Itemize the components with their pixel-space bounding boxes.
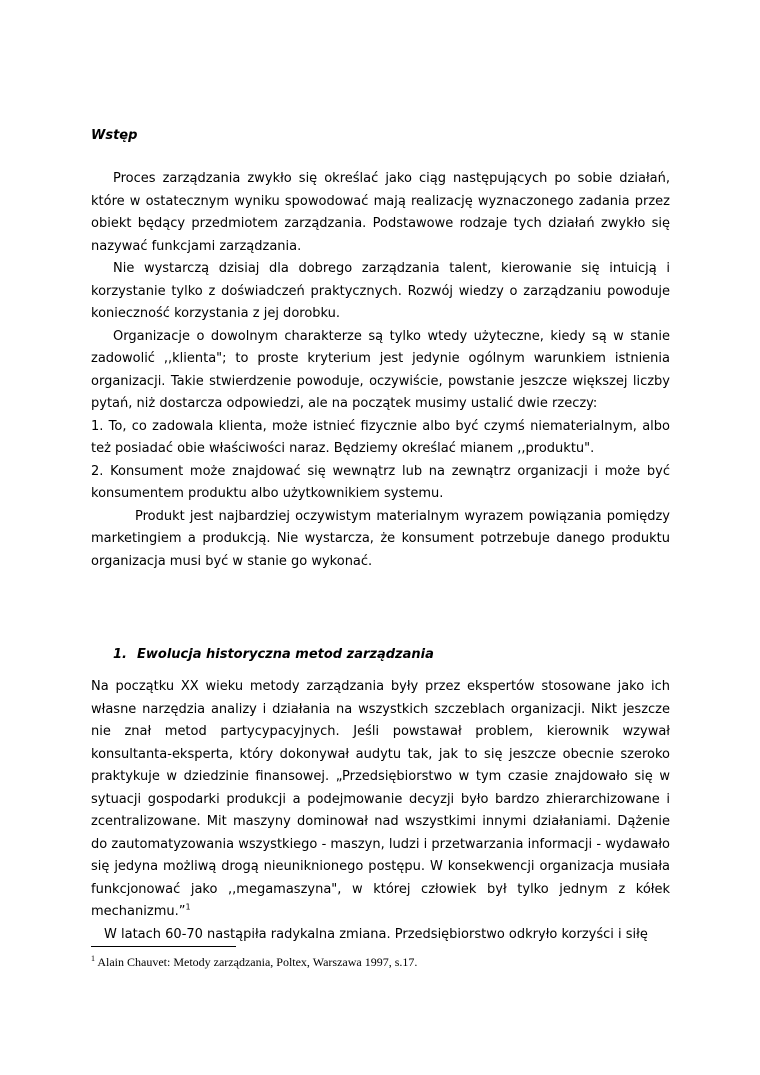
section-heading — [113, 647, 434, 662]
intro-list-item: 2. Konsument może znajdować się wewnątrz lub na zewnątrz organizacji i może być konsumentem produktu albo użytkownikiem systemu. — [91, 463, 670, 501]
section-paragraph-text: Na początku XX wieku metody zarządzania były przez ekspertów stosowane jako ich własne narzędzia analizy i działania na wszystkich szczeblach organizacji. Nikt jeszcze nie znał metod partycypacyjnych. Jeśli powstawał problem, kierownik wzywał konsultanta-eksperta, który dokonywał audytu tak, jak to się jeszcze obecnie szeroko praktykuje w dziedzinie finansowej. „Przedsiębiorstwo w tym czasie znajdowało się w sytuacji gospodarki produkcji a podejmowanie decyzji było bardzo zhierarchizowane i zcentralizowane. Mit maszyny dominował nad wszystkimi innymi działaniami. Dążenie do zautomatyzowania wszystkiego - maszyn, ludzi i przetwarzania informacji - wydawało się jedyna możliwą drogą nieuniknionego postępu. W konsekwencji organizacja musiała funkcjonować jako ,,megamaszyna", w której człowiek był tylko jednym z kółek mechanizmu.” — [91, 679, 670, 919]
intro-list-item: 1. To, co zadowala klienta, może istnieć fizycznie albo być czymś niematerialnym, albo też posiadać obie właściwości naraz. Będziemy określać mianem ,,produktu". — [91, 418, 670, 456]
intro-paragraph: Produkt jest najbardziej oczywistym materialnym wyrazem powiązania pomiędzy marketingiem a produkcją. Nie wystarcza, że konsument potrzebuje danego produktu organizacja musi być w stanie go wykonać. — [91, 508, 670, 569]
intro-heading: Wstęp — [91, 128, 138, 143]
intro-paragraph: Organizacje o dowolnym charakterze są tylko wtedy użyteczne, kiedy są w stanie zadowolić ,,klienta"; to proste kryterium jest jedynie ogólnym warunkiem istnienia organizacji. Takie stwierdzenie powoduje, oczywiście, powstanie jeszcze większej liczby pytań, niż dostarcza odpowiedzi, ale na początek musimy ustalić dwie rzeczy: — [91, 328, 670, 411]
section-paragraph: W latach 60-70 nastąpiła radykalna zmiana. Przedsiębiorstwo odkryło korzyści i siłę — [104, 926, 648, 942]
section-paragraph — [91, 676, 670, 924]
footnote — [91, 955, 417, 970]
intro-paragraph: Proces zarządzania zwykło się określać jako ciąg następujących po sobie działań, które w ostatecznym wyniku spowodować mają realizację wyznaczonego zadania przez obiekt będący przedmiotem zarządzania. Podstawowe rodzaje tych działań zwykło się nazywać funkcjami zarządzania. — [91, 171, 670, 254]
footnote-mark: 1 — [91, 954, 95, 963]
footnote-text: Alain Chauvet: Metody zarządzania, Poltex, Warszawa 1997, s.17. — [95, 955, 418, 969]
section-body — [91, 676, 670, 946]
section-title: Ewolucja historyczna metod zarządzania — [137, 647, 434, 662]
footnote-reference[interactable]: 1 — [185, 902, 191, 912]
intro-paragraph: Nie wystarczą dzisiaj dla dobrego zarządzania talent, kierowanie się intuicją i korzystanie tylko z doświadczeń praktycznych. Rozwój wiedzy o zarządzaniu powoduje konieczność korzystania z jej dorobku. — [91, 261, 670, 321]
section-number: 1. — [113, 647, 127, 662]
footnote-separator — [91, 946, 236, 947]
intro-body — [91, 168, 670, 573]
